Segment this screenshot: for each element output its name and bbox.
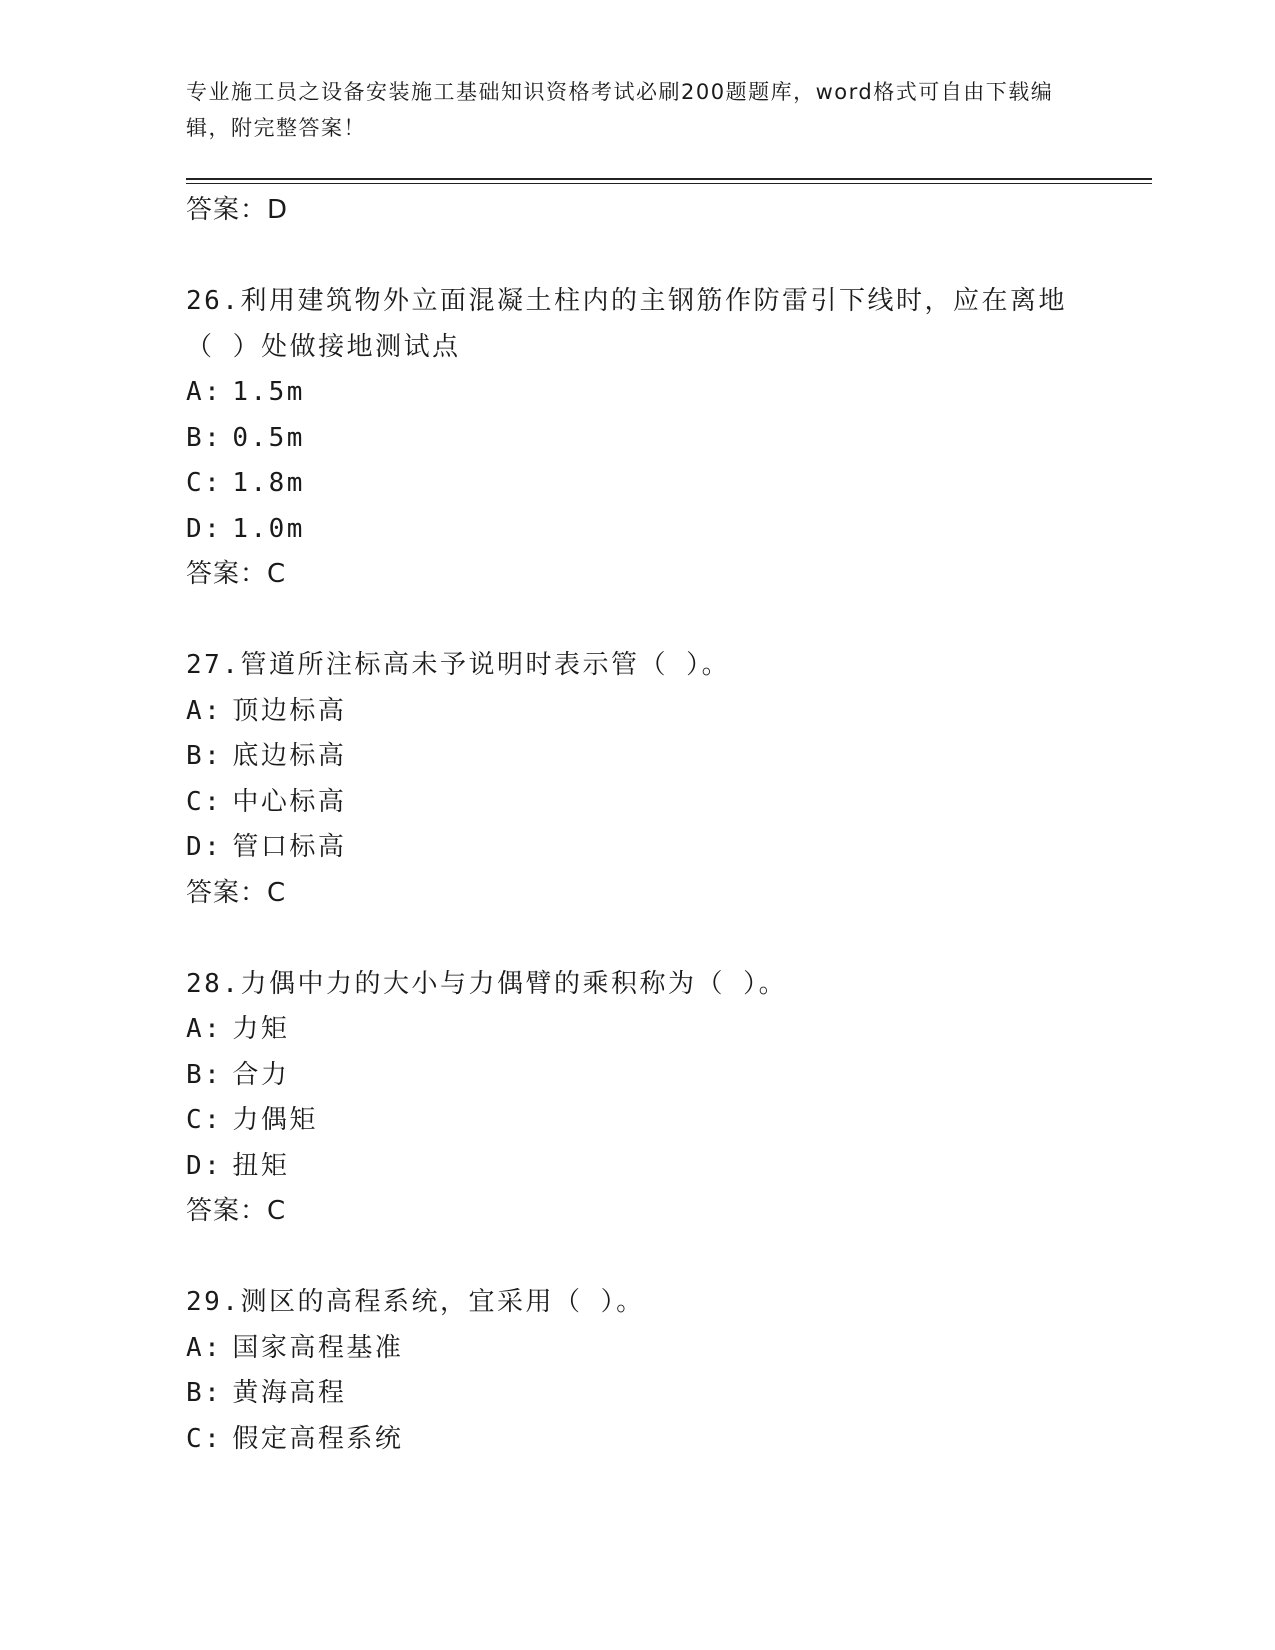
option-key: C: — [186, 1105, 223, 1135]
option-text: 假定高程系统 — [232, 1423, 404, 1454]
option-d — [186, 507, 1152, 553]
option-key: A: — [186, 1014, 223, 1044]
document-header: 专业施工员之设备安装施工基础知识资格考试必刷200题题库，word格式可自由下载编辑，附完整答案！ — [186, 80, 1054, 140]
question-28 — [186, 962, 1152, 1235]
option-c — [186, 1098, 1152, 1144]
option-key: B: — [186, 1378, 223, 1408]
option-key: A: — [186, 1332, 223, 1363]
option-key: B: — [186, 1059, 223, 1090]
question-stem-continued: （ ）处做接地测试点 — [186, 331, 461, 362]
option-a — [186, 370, 1152, 416]
option-key: C: — [186, 468, 223, 498]
option-text: 管口标高 — [232, 832, 347, 862]
question-stem: 29.测区的高程系统，宜采用（ ）。 — [186, 1287, 645, 1317]
option-text: 扭矩 — [232, 1150, 290, 1181]
option-text: 力偶矩 — [232, 1105, 318, 1135]
option-key: D: — [186, 832, 223, 862]
option-text: 黄海高程 — [232, 1378, 347, 1408]
option-c — [186, 1417, 1152, 1463]
option-key: B: — [186, 422, 223, 453]
option-key: D: — [186, 1150, 223, 1181]
question-answer: 答案：C — [186, 1196, 287, 1226]
question-answer: 答案：C — [186, 559, 287, 589]
option-key: C: — [186, 1423, 223, 1454]
document-body — [186, 188, 1152, 1462]
option-text: 1.0m — [232, 513, 305, 544]
option-a — [186, 1007, 1152, 1053]
previous-answer: 答案：D — [186, 195, 289, 225]
option-d — [186, 1144, 1152, 1190]
option-key: A: — [186, 695, 223, 726]
option-b — [186, 1371, 1152, 1417]
option-d — [186, 825, 1152, 871]
option-a — [186, 689, 1152, 735]
option-key: C: — [186, 786, 223, 817]
header-rule-thin — [186, 183, 1152, 184]
option-b — [186, 734, 1152, 780]
option-key: A: — [186, 377, 223, 407]
option-a — [186, 1326, 1152, 1372]
option-text: 0.5m — [232, 422, 305, 453]
option-text: 1.8m — [232, 468, 305, 498]
question-26 — [186, 279, 1152, 598]
option-text: 力矩 — [232, 1014, 290, 1044]
option-text: 1.5m — [232, 377, 305, 407]
header-rule-thick — [186, 178, 1152, 180]
option-text: 国家高程基准 — [232, 1332, 404, 1363]
option-c — [186, 461, 1152, 507]
option-text: 底边标高 — [232, 741, 347, 771]
question-29 — [186, 1280, 1152, 1462]
question-stem: 26.利用建筑物外立面混凝土柱内的主钢筋作防雷引下线时，应在离地 — [186, 286, 1067, 316]
option-text: 顶边标高 — [232, 695, 347, 726]
question-answer: 答案：C — [186, 877, 287, 908]
option-b — [186, 416, 1152, 462]
option-text: 中心标高 — [232, 786, 347, 817]
option-text: 合力 — [232, 1059, 290, 1090]
question-27 — [186, 643, 1152, 916]
option-key: D: — [186, 513, 223, 544]
option-b — [186, 1053, 1152, 1099]
option-c — [186, 780, 1152, 826]
option-key: B: — [186, 741, 223, 771]
question-stem: 27.管道所注标高未予说明时表示管（ ）。 — [186, 650, 731, 680]
question-stem: 28.力偶中力的大小与力偶臂的乘积称为（ ）。 — [186, 968, 788, 999]
